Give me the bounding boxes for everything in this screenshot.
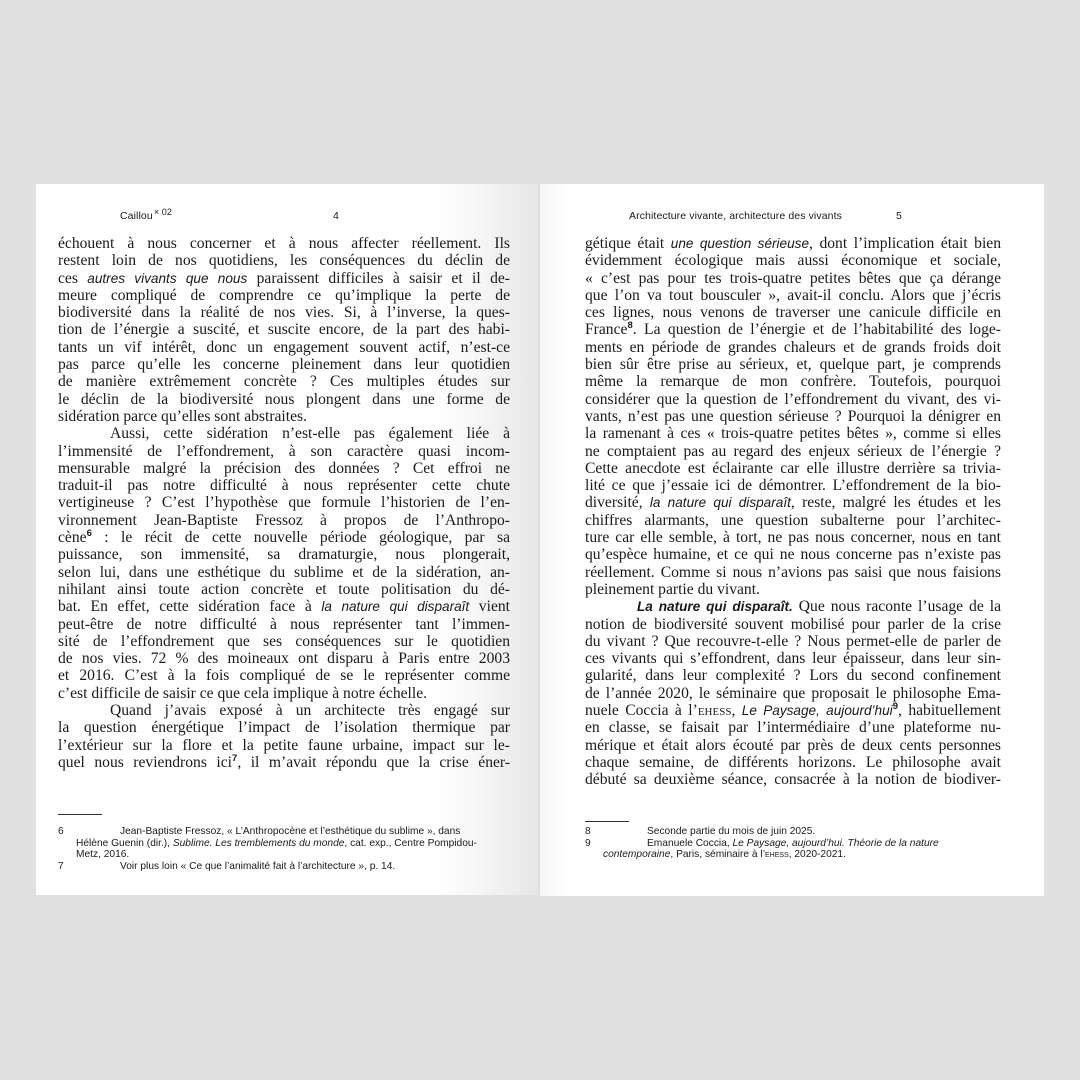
footnote — [58, 861, 488, 873]
text-line — [58, 529, 510, 546]
text-run: peut-être de notre difficulté à nous représenter tant l’immen- — [58, 615, 510, 633]
footnote — [585, 826, 985, 838]
text-run: considérer que la question de l’effondrement du vivant, des vi- — [585, 390, 1001, 408]
text-line — [585, 477, 1001, 494]
text-run: mérique et était alors écouté par près de deux cents personnes — [585, 736, 1001, 754]
emphasis: la nature qui disparaît — [649, 495, 791, 511]
text-run: chaque semaine, de différents horizons. Le philosophe avait — [585, 753, 1001, 771]
text-run: Sublime. Les tremblements du monde — [172, 837, 345, 849]
emphasis: autres vivants que nous — [87, 270, 248, 286]
text-run: diversité, — [585, 494, 650, 512]
text-run: vertigineuse ? C’est l’hypothèse que formule l’historien de l’en- — [58, 494, 510, 512]
text-line — [585, 391, 1001, 408]
text-run: meure compliqué de comprendre ce qu’implique la perte de — [58, 286, 510, 304]
text-line — [58, 667, 510, 684]
text-run: ces vivants qui s’effondrent, dans leur épaisseur, dans leur sin- — [585, 650, 1001, 668]
text-run: la question énergétique l’impact de l’isolation thermique par — [58, 719, 510, 737]
footnote-ref[interactable]: 8 — [627, 320, 633, 332]
text-line — [58, 304, 510, 321]
footnote-text — [585, 826, 985, 838]
text-line — [585, 339, 1001, 356]
text-run: chiffres alarmants, une question subalterne pour l’architec- — [585, 511, 1001, 529]
emphasis: une question sérieuse — [670, 236, 810, 251]
text-line — [585, 512, 1001, 529]
text-run: , 2020-2021. — [788, 849, 846, 861]
text-line — [58, 650, 510, 667]
text-run: pas parce qu’elle les concerne pleinement dans leur quotidien — [58, 356, 510, 374]
text-run: cène — [58, 529, 87, 547]
text-line — [585, 633, 1001, 650]
text-run: c’est difficile de saisir ce que cela implique à notre échelle. — [58, 684, 428, 702]
emphasis: la nature qui disparaît — [321, 599, 470, 615]
text-run: ehess — [764, 849, 789, 861]
text-line — [585, 321, 1001, 338]
text-line — [585, 460, 1001, 477]
page-number: 5 — [896, 210, 902, 222]
text-run: Seconde partie du mois de juin 2025. — [647, 826, 816, 837]
text-run: selon lui, dans une esthétique du sublime et de la sidération, an- — [58, 563, 510, 581]
text-run: de l’année 2020, le séminaire que proposait le philosophe Ema- — [585, 684, 1001, 702]
running-head-title: Architecture vivante, architecture des vivants — [629, 210, 842, 222]
footnote-text — [58, 861, 488, 873]
text-line — [58, 373, 510, 390]
text-run: Aussi, cette sidération n’est-elle pas également liée à — [110, 425, 510, 443]
text-run: Que nous raconte l’usage de la — [792, 598, 1002, 616]
text-run: tants un vif intérêt, donc un engagement souvent actif, n’est-ce — [58, 338, 510, 356]
text-run: . La question de l’énergie et de l’habitabilité des loge- — [632, 321, 1001, 339]
text-run: vants, n’est pas une question sérieuse ? Pourquoi la dénigrer en — [585, 407, 1001, 425]
text-run: puissance, son immensité, sa dramaturgie, nous plongerait, — [58, 546, 510, 564]
footnote — [58, 826, 488, 861]
text-line — [58, 443, 510, 460]
text-run: Emanuele Coccia, — [647, 837, 733, 849]
text-run: en classe, se faisait par l’intermédiaire d’une plateforme nu- — [585, 719, 1001, 737]
text-run: bien sûr être prise au sérieux, et, quelque part, je comprends — [585, 356, 1001, 374]
text-run: vironnement Jean-Baptiste Fressoz à propos de l’Anthropo- — [58, 511, 510, 529]
text-run: quel nous reviendrons ici — [58, 753, 233, 771]
right-page — [540, 184, 1044, 896]
text-run: évidemment écologique mais aussi économique et sociale, — [585, 252, 1001, 270]
text-line — [585, 287, 1001, 304]
text-line — [585, 771, 1001, 788]
text-line — [585, 650, 1001, 667]
text-line — [58, 252, 510, 269]
footnote-text — [58, 826, 488, 861]
text-run: qu’espèce humaine, et ce qui ne nous concerne pas n’existe pas — [585, 546, 1001, 564]
footnote-number: 9 — [585, 837, 591, 849]
text-line — [585, 737, 1001, 754]
text-line — [585, 616, 1001, 633]
text-line — [58, 702, 510, 719]
text-run: Cette anecdote est éclairante car elle illustre derrière sa trivia- — [585, 459, 1001, 477]
footnotes — [58, 826, 488, 872]
text-run: : le récit de cette nouvelle période géologique, par sa — [91, 529, 510, 547]
text-line — [585, 564, 1001, 581]
running-head-title — [120, 206, 172, 222]
text-line — [58, 633, 510, 650]
text-run: le déclin de la biodiversité nous plongent dans une forme de — [58, 390, 510, 408]
text-run: nihilant ainsi toute action concrète et toute politisation du dé- — [58, 580, 510, 598]
text-line — [585, 719, 1001, 736]
section-heading: La nature qui disparaît. — [637, 599, 793, 615]
text-run: biodiversité dans la réalité de nos vies. Si, à l’inverse, la ques- — [58, 304, 510, 322]
text-run: de manière extrêmement concrète ? Ces multiples études sur — [58, 373, 510, 391]
text-line — [58, 425, 510, 442]
text-line — [58, 321, 510, 338]
footnote-rule — [585, 821, 629, 822]
text-run: réellement. Comme si nous n’avions pas saisi que nous faisions — [585, 563, 1001, 581]
text-run: bat. En effet, cette sidération face à — [58, 598, 322, 616]
text-run: , reste, malgré les études et les — [790, 494, 1001, 512]
text-line — [58, 460, 510, 477]
text-line — [58, 408, 510, 425]
text-line — [585, 546, 1001, 563]
text-line — [585, 529, 1001, 546]
text-line — [58, 546, 510, 563]
text-run: ne comptaient pas au regard des enjeux sérieux de l’énergie ? — [585, 442, 1001, 460]
text-run: du vivant ? Que recouvre-t-elle ? Nous permet-elle de parler de — [585, 632, 1001, 650]
text-run: notion de biodiversité souvent mobilisé pour parler de la crise — [585, 615, 1001, 633]
text-run: « c’est pas pour tes trois-quatre petites bêtes que ça dérange — [585, 269, 1001, 287]
text-line — [58, 564, 510, 581]
text-line — [585, 270, 1001, 287]
footnote-text — [585, 838, 985, 861]
text-line — [58, 270, 510, 287]
text-line — [58, 287, 510, 304]
text-run: traduit-il pas notre difficulté à nous représenter cette chute — [58, 477, 510, 495]
text-line — [58, 737, 510, 754]
text-line — [585, 598, 1001, 615]
text-line — [58, 685, 510, 702]
text-run: gétique était — [585, 235, 671, 252]
page-number: 4 — [333, 210, 339, 222]
text-line — [58, 356, 510, 373]
text-line — [585, 754, 1001, 771]
emphasis: Le Paysage, aujourd’hui — [741, 703, 893, 719]
text-run: ces — [58, 269, 88, 287]
text-run: échouent à nous concerner et à nous affecter réellement. Ils — [58, 235, 510, 252]
text-run: de nos vies. 72 % des moineaux ont disparu à Paris entre 2003 — [58, 650, 510, 668]
text-run: débuté sa deuxième séance, consacrée à la notion de biodiver- — [585, 771, 1001, 789]
text-run: pleinement partie du vivant. — [585, 580, 760, 598]
text-run: que l’on va tout bousculer », avait-il conclu. Alors que j’écris — [585, 286, 1001, 304]
footnote-number: 8 — [585, 826, 591, 837]
footnote-number: 6 — [58, 826, 64, 837]
text-run: , Paris, séminaire à l’ — [670, 849, 765, 861]
text-line — [58, 477, 510, 494]
text-line — [585, 494, 1001, 511]
text-run: sidération parce qu’elles sont abstraites. — [58, 407, 307, 425]
text-run: , cat. exp., Centre Pompidou-Metz, 2016. — [76, 837, 477, 861]
text-run: mensurable malgré la précision des données ? Cet effroi ne — [58, 459, 510, 477]
journal-issue: × 02 — [153, 206, 172, 217]
text-run: , dont l’implication était bien — [809, 235, 1001, 252]
text-line — [58, 616, 510, 633]
text-run: restent loin de nos quotidiens, les conséquences du déclin de — [58, 252, 510, 270]
text-run: et 2016. C’est à la fois compliqué de se le représenter comme — [58, 667, 510, 685]
text-line — [585, 581, 1001, 598]
body-text — [58, 235, 510, 771]
footnote-ref[interactable]: 7 — [232, 752, 238, 764]
text-run: nuele Coccia à l’ — [585, 702, 698, 720]
text-line — [58, 598, 510, 615]
text-line — [58, 512, 510, 529]
text-line — [58, 391, 510, 408]
text-line — [585, 443, 1001, 460]
text-run: gularité, dans leur complexité ? Lors du second confinement — [585, 667, 1001, 685]
text-run: , habituellement — [898, 702, 1001, 720]
text-run: Voir plus loin « Ce que l’animalité fait à l’architecture », p. 14. — [120, 860, 396, 872]
text-run: l’immensité de l’effondrement, à son caractère quasi incom- — [58, 442, 510, 460]
text-line — [585, 667, 1001, 684]
text-line — [585, 425, 1001, 442]
footnote-rule — [58, 814, 102, 815]
text-line — [58, 581, 510, 598]
footnote — [585, 838, 985, 861]
text-run: Le Paysage, aujourd’hui. Théorie de la nature contemporaine — [603, 837, 939, 861]
text-run: Quand j’avais exposé à un architecte très engagé sur — [110, 702, 510, 720]
text-run: paraissent difficiles à saisir et il de- — [247, 269, 510, 287]
text-run: vient — [469, 598, 510, 616]
text-line — [58, 719, 510, 736]
journal-title: Caillou — [120, 210, 153, 222]
text-run: l’extérieur sur la flore et la petite faune urbaine, impact sur le- — [58, 736, 510, 754]
text-line — [585, 685, 1001, 702]
text-run: la ramenant à ces « trois-quatre petites bêtes », comme si elles — [585, 425, 1001, 443]
text-run: lité ce que j’essaie ici de démontrer. L’effondrement de la bio- — [585, 477, 1001, 495]
text-run: ture car elle semble, à tort, ne pas nous concerner, nous en tant — [585, 529, 1001, 547]
text-line — [58, 754, 510, 771]
text-run: ments en période de grandes chaleurs et de grands froids doit — [585, 338, 1001, 356]
footnotes — [585, 826, 985, 861]
text-line — [585, 304, 1001, 321]
text-run: Jean-Baptiste Fressoz, « L’Anthropocène et l’esthétique du sublime », dans Hélène Guenin (dir.), — [76, 826, 461, 849]
left-page — [36, 184, 538, 895]
text-run: France — [585, 321, 628, 339]
text-line — [58, 494, 510, 511]
text-run: , — [731, 702, 742, 720]
text-run: tion de l’énergie a suscité, et suscite encore, de la part des habi- — [58, 321, 510, 339]
footnote-number: 7 — [58, 860, 64, 872]
text-line — [585, 702, 1001, 719]
text-run: même la remarque de mon confrère. Toutefois, pourquoi — [585, 373, 1001, 391]
acronym: ehess — [697, 702, 732, 720]
body-text — [585, 235, 1001, 789]
text-line — [585, 356, 1001, 373]
text-line — [585, 373, 1001, 390]
text-line — [585, 408, 1001, 425]
text-line — [58, 235, 510, 252]
text-line — [58, 339, 510, 356]
text-line — [585, 252, 1001, 269]
text-run: , il m’avait répondu que la crise éner- — [237, 753, 511, 771]
footnote-ref[interactable]: 6 — [86, 527, 92, 539]
text-run: ces lignes, nous venons de traverser une canicule difficile en — [585, 304, 1001, 322]
text-run: sité de l’effondrement que ses conséquences sur le quotidien — [58, 632, 510, 650]
footnote-ref[interactable]: 9 — [892, 700, 898, 712]
text-line — [585, 235, 1001, 252]
